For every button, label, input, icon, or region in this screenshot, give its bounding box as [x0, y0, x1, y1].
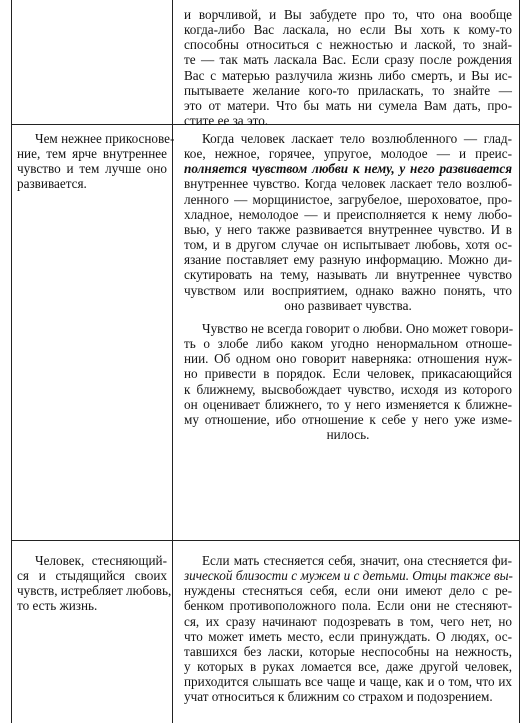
text-line: ние, тем ярче внутреннее: [17, 146, 167, 162]
text-line: у которых в руках ломается все, даже другой человек,: [184, 659, 512, 675]
row-1-text-cell: [184, 7, 512, 128]
text-line: Вас с матерью разлучила жизнь либо смерть, и Вы ис-: [184, 67, 512, 83]
paragraph: [184, 131, 512, 313]
thesis: [17, 553, 172, 614]
text-line: но привести в порядок. Если человек, прикасающийся: [184, 366, 512, 382]
text-line: скутировать на тему, называть ли внутреннее чувство: [184, 267, 512, 283]
text-line: полняется чувством любви к нему, у него развивается: [184, 161, 512, 177]
text-line: вью, у него также развивается внутреннее чувство. И в: [184, 221, 512, 237]
text-line: язание поставляет ему разную информацию. Можно ди-: [184, 252, 512, 268]
text-line: когда-либо Вас ласкала, но если Вы хоть к кому-то: [184, 22, 512, 38]
text-line: оно развивает чувства.: [284, 297, 412, 313]
text-line: ся, их сразу начинают подозревать в том, чего нет, но: [184, 613, 512, 629]
text-line: ть о злобе либо каком угодно ненормальном отноше-: [184, 336, 512, 352]
text-line: зической близости с мужем и с детьми. Отцы также вы-: [184, 568, 513, 584]
paragraph: [184, 321, 512, 442]
text-line: то есть жизнь.: [17, 598, 98, 614]
text-line: Чувство не всегда говорит о любви. Оно может говори-: [202, 320, 514, 336]
row-2-thesis-cell: [17, 131, 175, 192]
thesis: [17, 131, 175, 192]
text-line: Чем нежнее прикоснове-: [35, 131, 175, 146]
text-line: ся и стыдящийся своих: [17, 568, 167, 584]
table-border-right: [519, 0, 520, 723]
text-line: чувство и тем лучше оно: [17, 161, 167, 177]
text-line: Если мать стесняется себя, значит, она стесняется фи-: [202, 553, 512, 568]
table-column-divider: [172, 0, 173, 723]
text-line: нии. Об одном оно говорит наверняка: отношения нуж-: [184, 351, 512, 367]
row-3-thesis-cell: [17, 553, 172, 614]
text-line: учат относиться к ближним со страхом и подозрением.: [184, 689, 493, 705]
text-line: приходится слышать все чаще и чаще, как и о том, что их: [184, 674, 512, 690]
text-line: и ворчливой, и Вы забудете про то, что она вообще: [184, 7, 512, 22]
text-line: к ближнему, высвобождает чувство, исходя из которого: [184, 381, 512, 397]
row-3-text-cell: [184, 553, 512, 705]
text-line: он оценивает ближнего, то у него изменяется к ближне-: [184, 396, 512, 412]
text-line: том, и в другом случае он испытывает любовь, хотя ос-: [184, 237, 512, 253]
paragraph: [184, 553, 512, 705]
row-divider-2: [11, 540, 520, 541]
text-line: способны относиться с нежностью и лаской, то знай-: [184, 37, 512, 53]
text-line: внутреннее чувство. Когда человек ласкает тело возлюб-: [184, 176, 512, 192]
text-line: что может иметь место, если принуждать. О людях, ос-: [184, 628, 512, 644]
text-line: ленного — морщинистое, загрубелое, шероховатое, про-: [184, 191, 512, 207]
table-border-left: [11, 0, 12, 723]
text-line: му отношение, ибо отношение к себе у него уже изме-: [184, 411, 512, 427]
paragraph: [184, 7, 512, 128]
text-line: развивается.: [17, 176, 87, 192]
text-line: Когда человек ласкает тело возлюбленного — глад-: [202, 131, 512, 146]
text-line: чувством или восприятием, однако важно понять, что: [184, 282, 512, 298]
text-line: кое, нежное, горячее, упругое, молодое — и преис-: [184, 146, 512, 162]
text-line: стите ее за это.: [184, 113, 269, 129]
text-line: это от матери. Что бы мать ни сумела Вам дать, про-: [184, 97, 512, 113]
text-line: тавшихся без ласки, которые неспособны на нежность,: [184, 643, 512, 659]
text-line: те — так мать ласкала Вас. Если сразу после рождения: [184, 52, 512, 68]
text-line: чувств, истребляет любовь,: [17, 583, 172, 599]
text-line: нуждены стесняться себя, если они имеют дело с ре-: [184, 583, 512, 599]
text-table: [11, 0, 520, 723]
text-line: хладное, немолодое — и преисполняется к нему любо-: [184, 206, 512, 222]
text-line: бенком противоположного пола. Если они не стесняют-: [184, 598, 512, 614]
text-line: пытываете желание кого-то приласкать, то знайте —: [184, 82, 512, 98]
row-2-text-cell: [184, 131, 512, 442]
text-line: Человек, стесняющий-: [35, 553, 167, 568]
text-line: нилось.: [326, 426, 370, 442]
